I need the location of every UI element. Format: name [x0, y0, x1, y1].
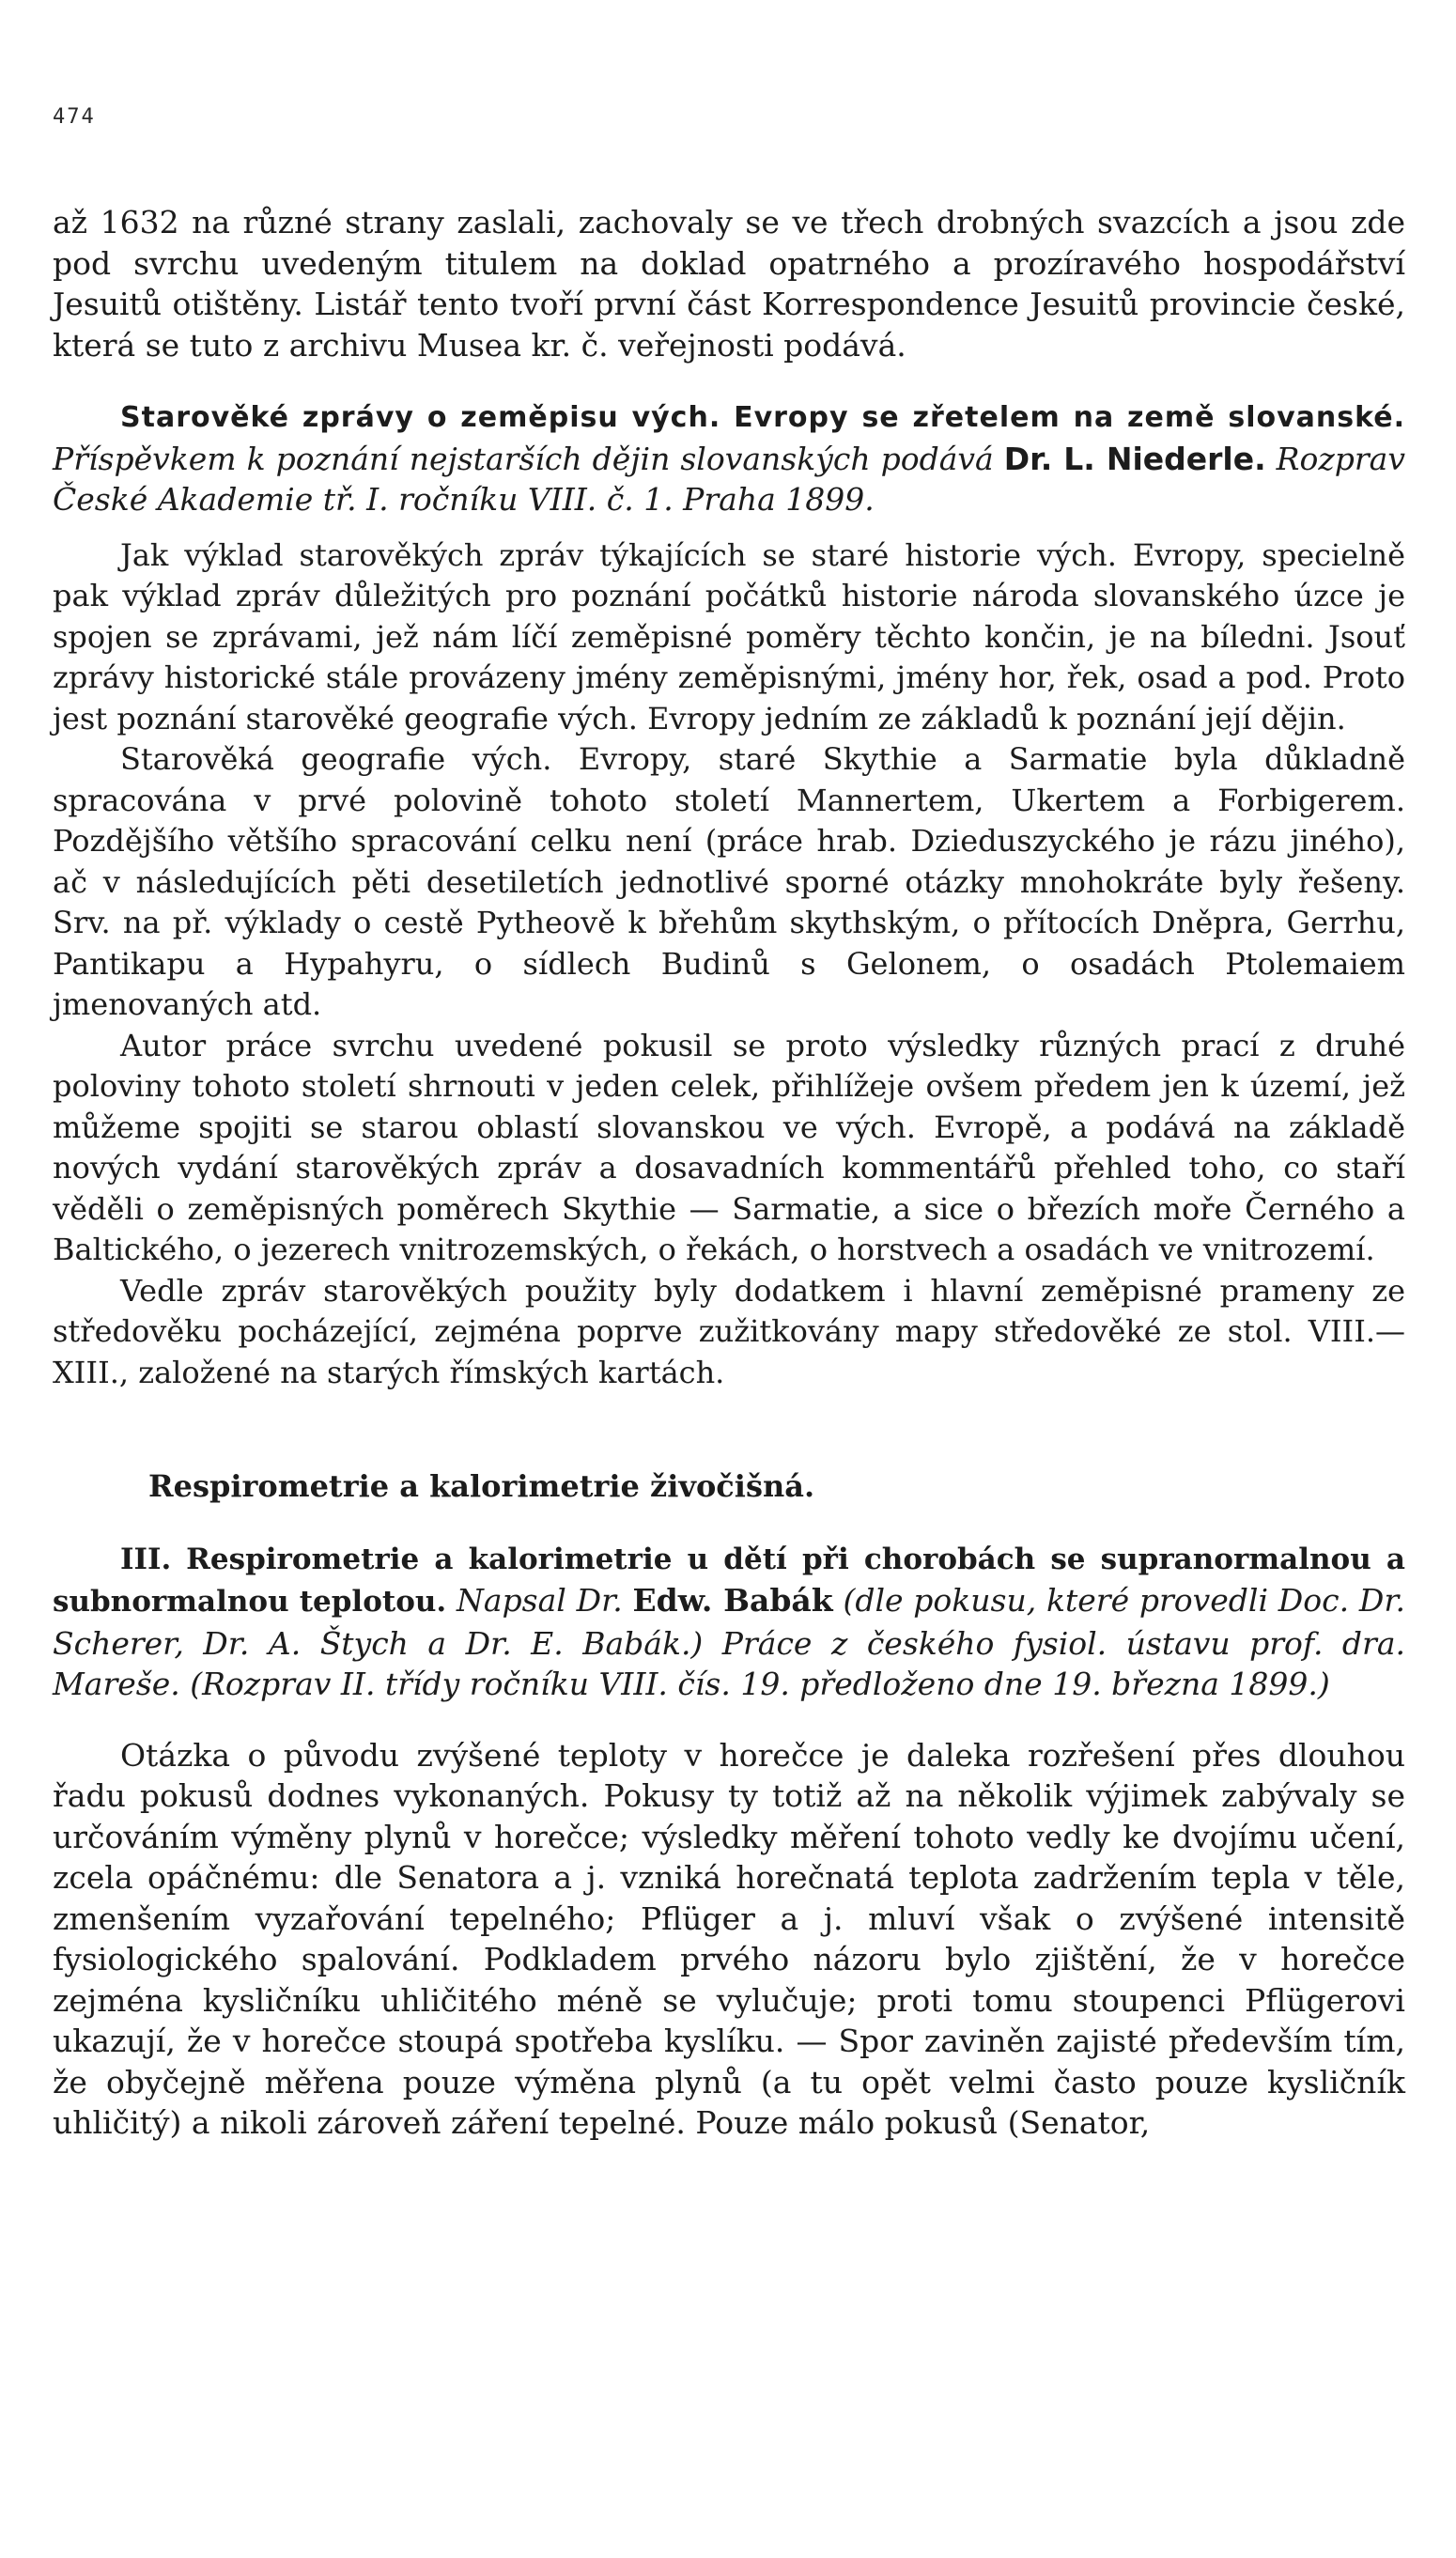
review1-heading — [53, 395, 1405, 520]
intro-paragraph: až 1632 na různé strany zaslali, zachovaly se ve třech drobných svazcích a jsou zde pod svrchu uvedeným titulem na doklad opatrného a prozíravého hospodářství Jesuitů otištěny. Listář tento tvoří první část Korrespondence Jesuitů provincie české, která se tuto z archivu Musea kr. č. veřejnosti podává. — [53, 204, 1405, 364]
review1-subtitle: Příspěvkem k poznání nejstarších dějin slovanských podává — [53, 440, 994, 477]
text-column — [53, 202, 1405, 2144]
page-number: 474 — [53, 105, 96, 129]
review1-title: Starověké zprávy o zeměpisu vých. Evropy se zřetelem na země slovanské. — [120, 401, 1405, 434]
review2-paragraph: Otázka o původu zvýšené teploty v horečce je daleka rozřešení přes dlouhou řadu pokusů dodnes vykonaných. Pokusy ty totiž až na několik výjimek zabývaly se určováním výměny plynů v horečce; výsledky měření tohoto vedly ke dvojímu učení, zcela opáčnému: dle Senatora a j. vzniká horečnatá teplota zadržením tepla v těle, zmenšením vyzařování tepelného; Pflüger a j. mluví však o zvýšené intensitě fysiologického spalování. Podkladem prvého názoru bylo zjištění, že v horečce zejména kysličníku uhličitého méně se vylučuje; proti tomu stoupenci Pflügerovi ukazují, že v horečce stoupá spotřeba kyslíku. — Spor zaviněn zajisté především tím, že obyčejně měřena pouze výměna plynů (a tu opět velmi často pouze kysličník uhličitý) a nikoli zároveň záření tepelné. Pouze málo pokusů (Senator, — [53, 1736, 1405, 2141]
review2-details: (dle pokusu, které provedli Doc. Dr. Scherer, Dr. A. Štych a Dr. E. Babák.) Práce z českého fysiol. ústavu prof. dra. Mareše. (Rozprav II. třídy ročníku VIII. čís. 19. předloženo dne 19. března 1899.) — [53, 1582, 1405, 1702]
review1-body — [53, 535, 1405, 1394]
review2-written-by: Napsal Dr. — [457, 1582, 623, 1619]
review1-author: Dr. L. Niederle. — [1003, 440, 1266, 477]
review2-heading — [53, 1538, 1405, 1705]
review1-paragraph: Starověká geografie vých. Evropy, staré Skythie a Sarmatie byla důkladně spracována v prvé polovině tohoto století Mannertem, Ukertem a Forbigerem. Pozdějšího většího spracování celku není (práce hrab. Dzieduszyckého je rázu jiného), ač v následujících pěti desetiletích jednotlivé sporné otázky mnohokráte byly řešeny. Srv. na př. výklady o cestě Pytheově k břehům skythským, o přítocích Dněpra, Gerrhu, Pantikapu a Hypahyru, o sídlech Budinů s Gelonem, o osadách Ptolemaiem jmenovaných atd. — [53, 741, 1405, 1022]
review2-number: III. — [120, 1542, 172, 1576]
review2-title: Respirometrie a kalorimetrie u dětí při chorobách se supranormalnou a subnormalnou teplotou. — [53, 1542, 1405, 1619]
review2-author: Edw. Babák — [632, 1582, 833, 1619]
review1-paragraph: Jak výklad starověkých zpráv týkajících se staré historie vých. Evropy, specielně pak výklad zpráv důležitých pro poznání počátků historie národa slovanského úzce je spojen se zprávami, jež nám líčí zeměpisné poměry těchto končin, je na bíledni. Jsouť zprávy historické stále provázeny jmény zeměpisnými, jmény hor, řek, osad a pod. Proto jest poznání starověké geografie vých. Evropy jedním ze základů k poznání její dějin. — [53, 536, 1405, 736]
review1-paragraph: Autor práce svrchu uvedené pokusil se proto výsledky různých prací z druhé poloviny tohoto století shrnouti v jeden celek, přihlížeje ovšem předem jen k území, jež můžeme spojiti se starou oblastí slovanskou ve vých. Evropě, a podává na základě nových vydání starověkých zpráv a dosavadních kommentářů přehled toho, co staří věděli o zeměpisných poměrech Skythie — Sarmatie, a sice o březích moře Černého a Baltického, o jezerech vnitrozemských, o řekách, o horstvech a osadách ve vnitrozemí. — [53, 1027, 1405, 1267]
review1-paragraph: Vedle zpráv starověkých použity byly dodatkem i hlavní zeměpisné prameny ze středověku pocházející, zejména poprve zužitkovány mapy středověké ze stol. VIII.—XIII., založené na starých římských kartách. — [53, 1272, 1405, 1390]
section-title: Respirometrie a kalorimetrie živočišná. — [148, 1468, 815, 1504]
review1-source: Rozprav České Akademie tř. I. ročníku VIII. č. 1. Praha 1899. — [53, 440, 1405, 518]
